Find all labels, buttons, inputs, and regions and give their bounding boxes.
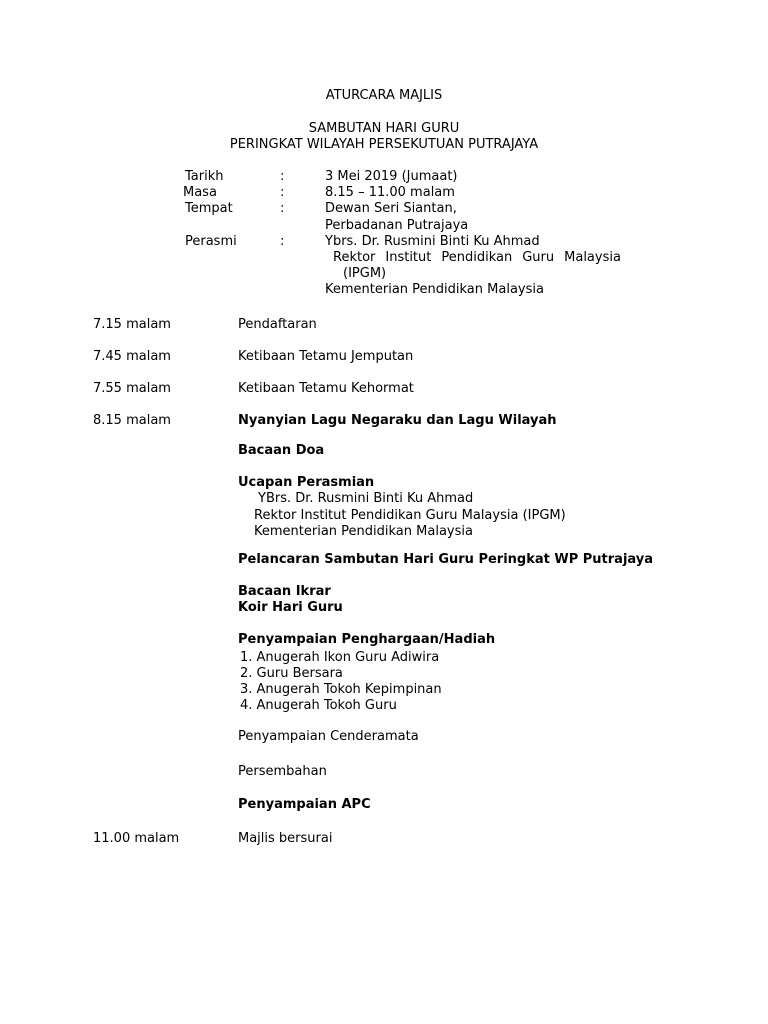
perasmi-label: Perasmi: [185, 234, 237, 249]
schedule-item: Ketibaan Tetamu Jemputan: [238, 349, 414, 364]
ucapan-speaker-line2: Rektor Institut Pendidikan Guru Malaysia (IPGM): [254, 508, 566, 523]
tarikh-label: Tarikh: [185, 169, 224, 184]
schedule-item-penghargaan: Penyampaian Penghargaan/Hadiah: [238, 632, 496, 647]
schedule-time: 7.15 malam: [93, 317, 171, 332]
perasmi-value-line1: Ybrs. Dr. Rusmini Binti Ku Ahmad: [325, 234, 540, 249]
schedule-item-persembahan: Persembahan: [238, 764, 327, 779]
perasmi-value-line3: (IPGM): [343, 266, 387, 281]
perasmi-word: Pendidikan: [441, 250, 513, 265]
tempat-label: Tempat: [185, 201, 233, 216]
tempat-value-line1: Dewan Seri Siantan,: [325, 201, 457, 216]
schedule-item-ucapan: Ucapan Perasmian: [238, 475, 375, 490]
schedule-time: 7.55 malam: [93, 381, 171, 396]
schedule-time: 8.15 malam: [93, 413, 171, 428]
schedule-time: 7.45 malam: [93, 349, 171, 364]
award-list-item: 4. Anugerah Tokoh Guru: [240, 698, 397, 713]
schedule-item-bersurai: Majlis bersurai: [238, 831, 333, 846]
schedule-item-anthem: Nyanyian Lagu Negaraku dan Lagu Wilayah: [238, 413, 557, 428]
ucapan-speaker-line3: Kementerian Pendidikan Malaysia: [254, 524, 473, 539]
document-title: ATURCARA MAJLIS: [325, 88, 443, 103]
schedule-item: Ketibaan Tetamu Kehormat: [238, 381, 414, 396]
award-list-item: 1. Anugerah Ikon Guru Adiwira: [240, 650, 440, 665]
award-list-item: 2. Guru Bersara: [240, 666, 343, 681]
perasmi-word: Guru: [522, 250, 555, 265]
schedule-time: 11.00 malam: [93, 831, 180, 846]
perasmi-colon: :: [280, 234, 285, 249]
perasmi-value-line4: Kementerian Pendidikan Malaysia: [325, 282, 544, 297]
perasmi-value-line2: [333, 250, 621, 266]
schedule-item-apc: Penyampaian APC: [238, 797, 371, 812]
perasmi-word: Institut: [385, 250, 432, 265]
event-title: SAMBUTAN HARI GURU: [308, 121, 460, 136]
tempat-value-line2: Perbadanan Putrajaya: [325, 218, 469, 233]
perasmi-word: Rektor: [333, 250, 376, 265]
schedule-item-cenderamata: Penyampaian Cenderamata: [238, 729, 419, 744]
tempat-colon: :: [280, 201, 285, 216]
masa-label: Masa: [183, 185, 217, 200]
event-level: PERINGKAT WILAYAH PERSEKUTUAN PUTRAJAYA: [229, 137, 539, 152]
masa-colon: :: [280, 185, 285, 200]
tarikh-value: 3 Mei 2019 (Jumaat): [325, 169, 458, 184]
ucapan-speaker-line1: YBrs. Dr. Rusmini Binti Ku Ahmad: [258, 491, 474, 506]
schedule-item-doa: Bacaan Doa: [238, 443, 325, 458]
award-list-item: 3. Anugerah Tokoh Kepimpinan: [240, 682, 442, 697]
tarikh-colon: :: [280, 169, 285, 184]
schedule-item-ikrar: Bacaan Ikrar: [238, 584, 331, 599]
schedule-item-koir: Koir Hari Guru: [238, 600, 343, 615]
perasmi-word: Malaysia: [564, 250, 621, 265]
schedule-item: Pendaftaran: [238, 317, 317, 332]
masa-value: 8.15 – 11.00 malam: [325, 185, 455, 200]
schedule-item-pelancaran: Pelancaran Sambutan Hari Guru Peringkat WP Putrajaya: [238, 552, 654, 567]
